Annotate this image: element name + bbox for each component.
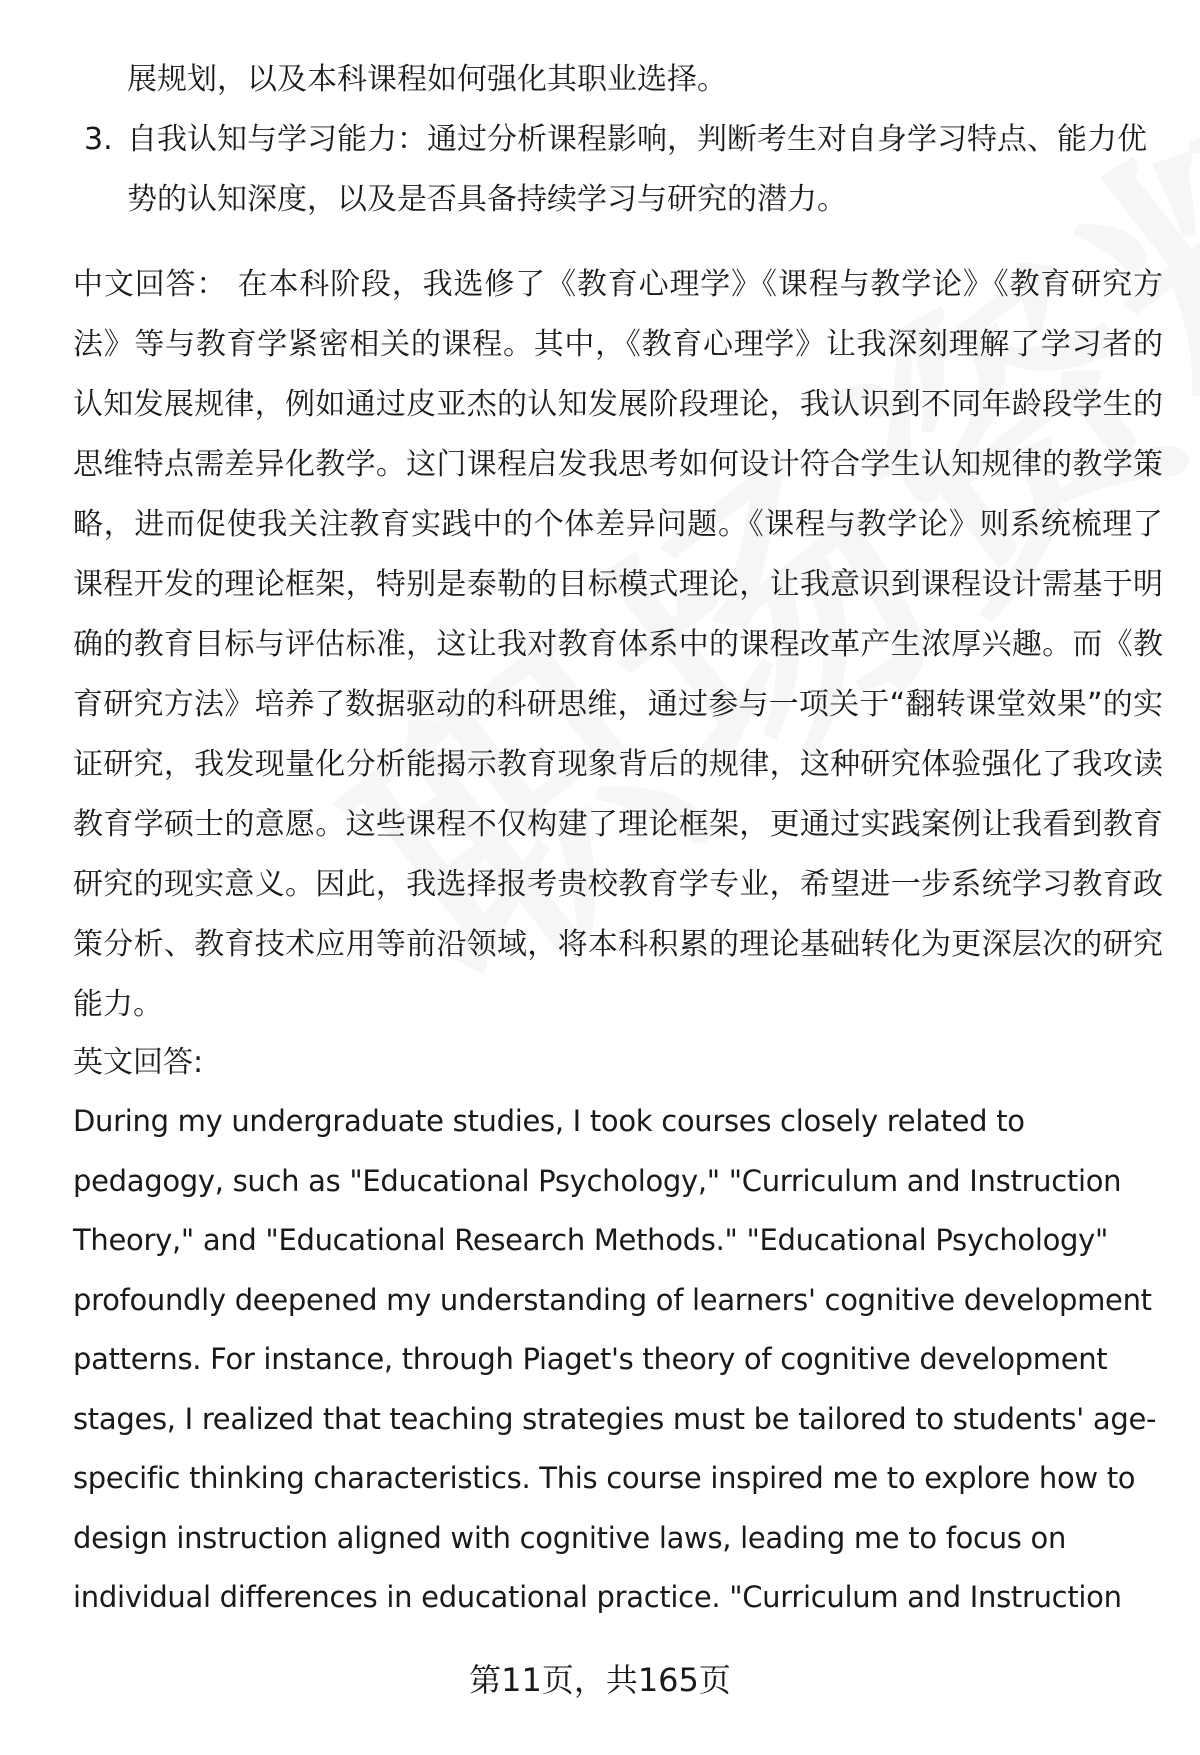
english-answer-paragraph: During my undergraduate studies, I took courses closely related to pedagogy, such as "Educational Psychology," "Curriculum and Instruction Theory," and "Educational Research Methods." "Educational Psychology" profoundly deepened my understanding of learners' cognitive development patterns. For instance, through Piaget's theory of cognitive development stages, I realized that teaching strategies must be tailored to students' age-specific thinking characteristics. This course inspired me to explore how to design instruction aligned with cognitive laws, leading me to focus on individual differences in educational practice. "Curriculum and Instruction <box>73 1104 1157 1614</box>
list-item-text: 自我认知与学习能力：通过分析课程影响，判断考生对自身学习特点、能力优势的认知深度，以及是否具备持续学习与研究的潜力。 <box>127 122 1147 217</box>
english-answer-label: 英文回答: <box>73 1045 204 1080</box>
chinese-answer-paragraph: 中文回答： 在本科阶段，我选修了《教育心理学》《课程与教学论》《教育研究方法》等与教育学紧密相关的课程。其中，《教育心理学》让我深刻理解了学习者的认知发展规律，例如通过皮亚杰的认知发展阶段理论，我认识到不同年龄段学生的思维特点需差异化教学。这门课程启发我思考如何设计符合学生认知规律的教学策略，进而促使我关注教育实践中的个体差异问题。《课程与教学论》则系统梳理了课程开发的理论框架，特别是泰勒的目标模式理论，让我意识到课程设计需基于明确的教育目标与评估标准，这让我对教育体系中的课程改革产生浓厚兴趣。而《教育研究方法》培养了数据驱动的科研思维，通过参与一项关于“翻转课堂效果”的实证研究，我发现量化分析能揭示教育现象背后的规律，这种研究体验强化了我攻读教育学硕士的意愿。这些课程不仅构建了理论框架，更通过实践案例让我看到教育研究的现实意义。因此，我选择报考贵校教育学专业，希望进一步系统学习教育政策分析、教育技术应用等前沿领域，将本科积累的理论基础转化为更深层次的研究能力。 <box>73 267 1163 1022</box>
page-number-footer: 第11页，共165页 <box>469 1661 731 1699</box>
list-item-number: 3. <box>84 122 113 157</box>
list-item-continuation: 展规划，以及本科课程如何强化其职业选择。 <box>127 62 727 97</box>
